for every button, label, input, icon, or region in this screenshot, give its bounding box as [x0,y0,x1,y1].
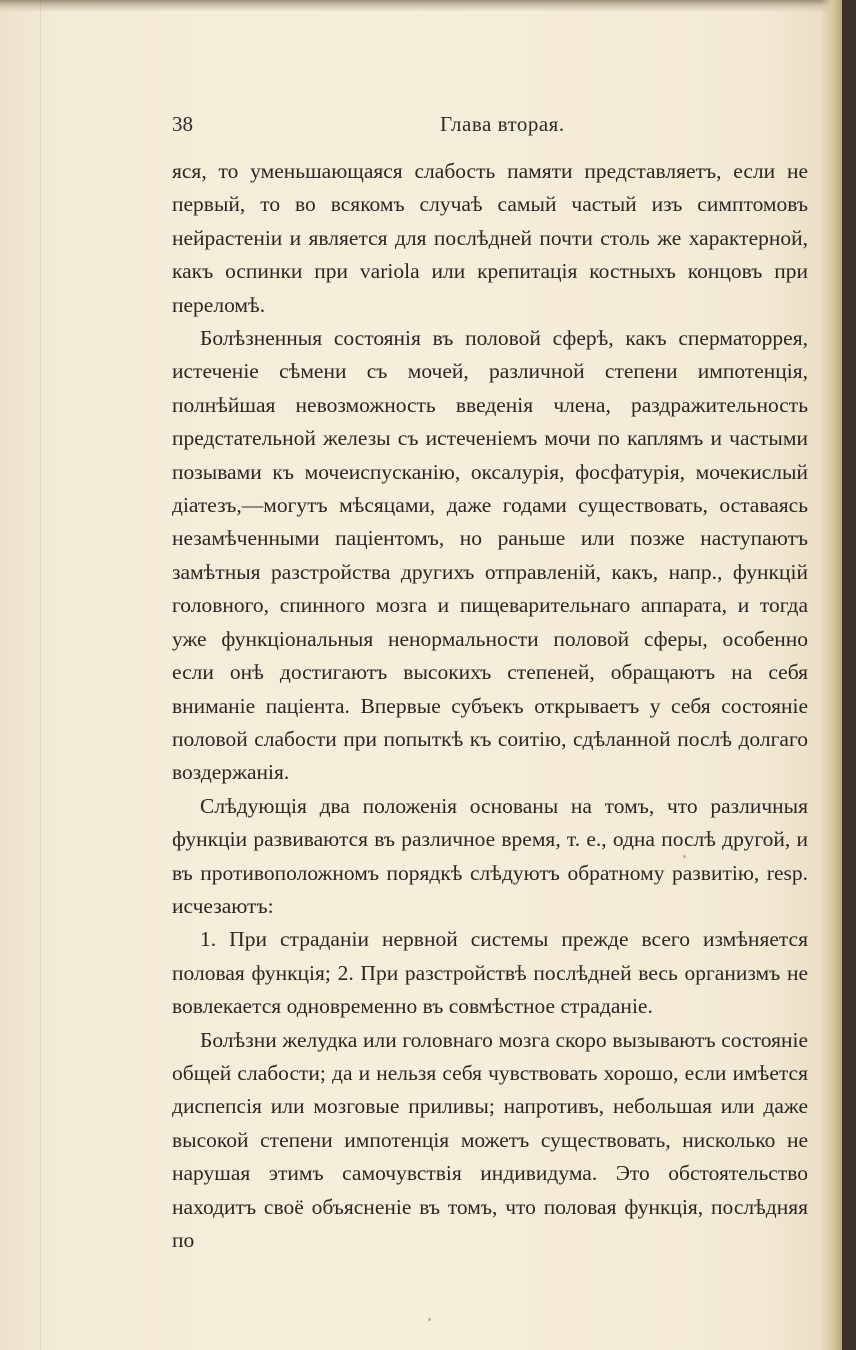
page-right-edge [820,0,842,1350]
paragraph: Болѣзненныя состоянія въ половой сферѣ, какъ сперматоррея, истеченіе сѣмени съ мочей, различной степени импотенція, полнѣйшая невозможность введенія члена, раздражительность предстательной железы съ истеченіемъ мочи по каплямъ и частыми позывами къ мочеиспусканію, оксалурія, фосфатурія, мочекислый діатезъ,—могутъ мѣсяцами, даже годами существовать, оставаясь незамѣченными паціентомъ, но раньше или позже наступаютъ замѣтныя разстройства другихъ отправленій, какъ, напр., функцій головного, спинного мозга и пищеварительнаго аппарата, и тогда уже функціональныя ненормальности половой сферы, особенно если онѣ достигаютъ высокихъ степеней, обращаютъ на себя вниманіе паціента. Впервые субъекъ открываетъ у себя состояніе половой слабости при попыткѣ къ соитію, сдѣланной послѣ долгаго воздержанія. [172,326,808,785]
running-head: Глава вторая. [440,112,565,136]
paragraph-numbered-theses: 1. При страданіи нервной системы прежде всего измѣняется половая функція; 2. При разстройствѣ послѣдней весь организмъ не вовлекается одновременно въ совмѣстное страданіе. [172,927,808,1019]
paragraph: Слѣдующія два положенія основаны на томъ, что различныя функціи развиваются въ различное время, т. е., одна послѣ другой, и въ противоположномъ порядкѣ слѣдуютъ обратному развитію, resp. исчезаютъ: [172,793,808,918]
paper-speck [428,1318,431,1321]
page-number: 38 [172,112,193,136]
paragraph-continuation: яся, то уменьшающаяся слабость памяти представляетъ, если не первый, то во всякомъ случаѣ самый частый изъ симптомовъ нейрастеніи и является для послѣдней почти столь же характерной, какъ оспинки при variola или крепитація костныхъ концовъ при переломѣ. [172,159,808,317]
paper-speck [683,855,686,858]
page-header [172,112,812,142]
body-text [172,155,808,1257]
page-fold-line [40,0,41,1350]
page-top-edge [0,0,842,12]
paragraph: Болѣзни желудка или головнаго мозга скоро вызываютъ состояніе общей слабости; да и нельзя себя чувствовать хорошо, если имѣется диспепсія или мозговые приливы; напротивъ, небольшая или даже высокой степени импотенція можетъ существовать, нисколько не нарушая этимъ самочувствія индивидума. Это обстоятельство находитъ своё объясненіе въ томъ, что половая функція, послѣдняя по [172,1027,808,1252]
